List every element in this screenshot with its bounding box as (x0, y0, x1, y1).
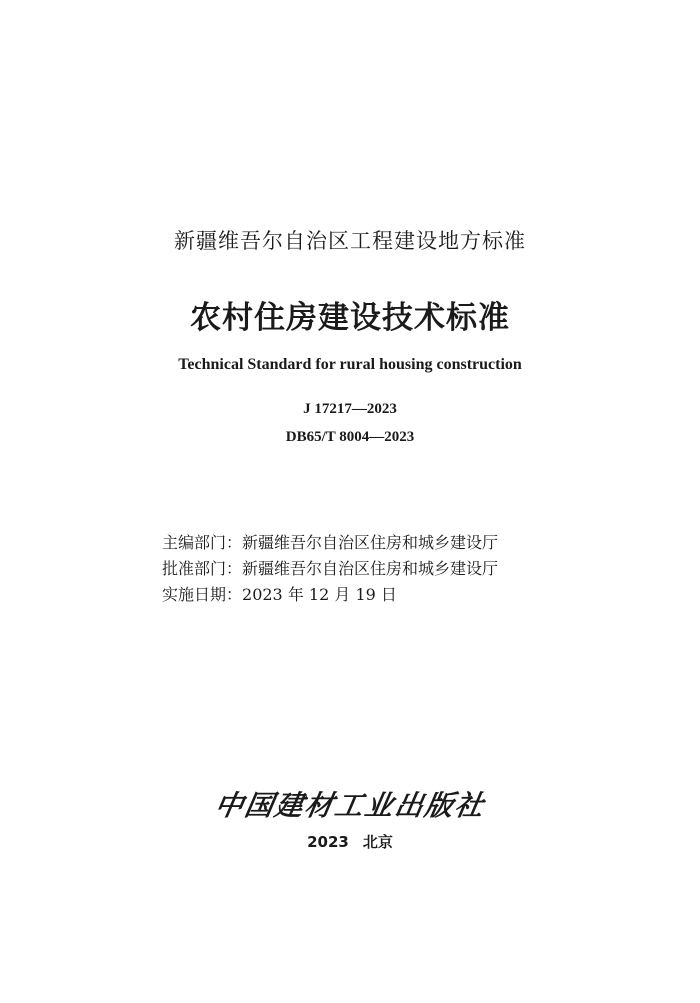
date-value: 2023 年 12 月 19 日 (242, 585, 397, 604)
series-title: 新疆维吾尔自治区工程建设地方标准 (174, 229, 526, 253)
publication-line (0, 830, 700, 854)
publisher-logo-container (0, 788, 700, 828)
editor-value: 新疆维吾尔自治区住房和城乡建设厅 (242, 533, 499, 552)
date-row (162, 582, 498, 608)
editor-label: 主编部门： (162, 533, 243, 552)
publication-city: 北京 (362, 833, 393, 851)
standard-number: DB65/T 8004—2023 (285, 429, 415, 445)
publisher-logo: 中国建材工业出版社 (212, 789, 488, 822)
document-title-en: Technical Standard for rural housing construction (178, 356, 522, 373)
approver-value: 新疆维吾尔自治区住房和城乡建设厅 (242, 559, 499, 578)
approver-label: 批准部门： (162, 559, 243, 578)
record-number: J 17217—2023 (303, 401, 397, 417)
document-title-cn: 农村住房建设技术标准 (190, 300, 510, 336)
date-label: 实施日期： (162, 585, 243, 604)
publication-year: 2023 (307, 833, 349, 851)
editor-row (162, 530, 498, 556)
info-block (162, 530, 498, 608)
approver-row (162, 556, 498, 582)
